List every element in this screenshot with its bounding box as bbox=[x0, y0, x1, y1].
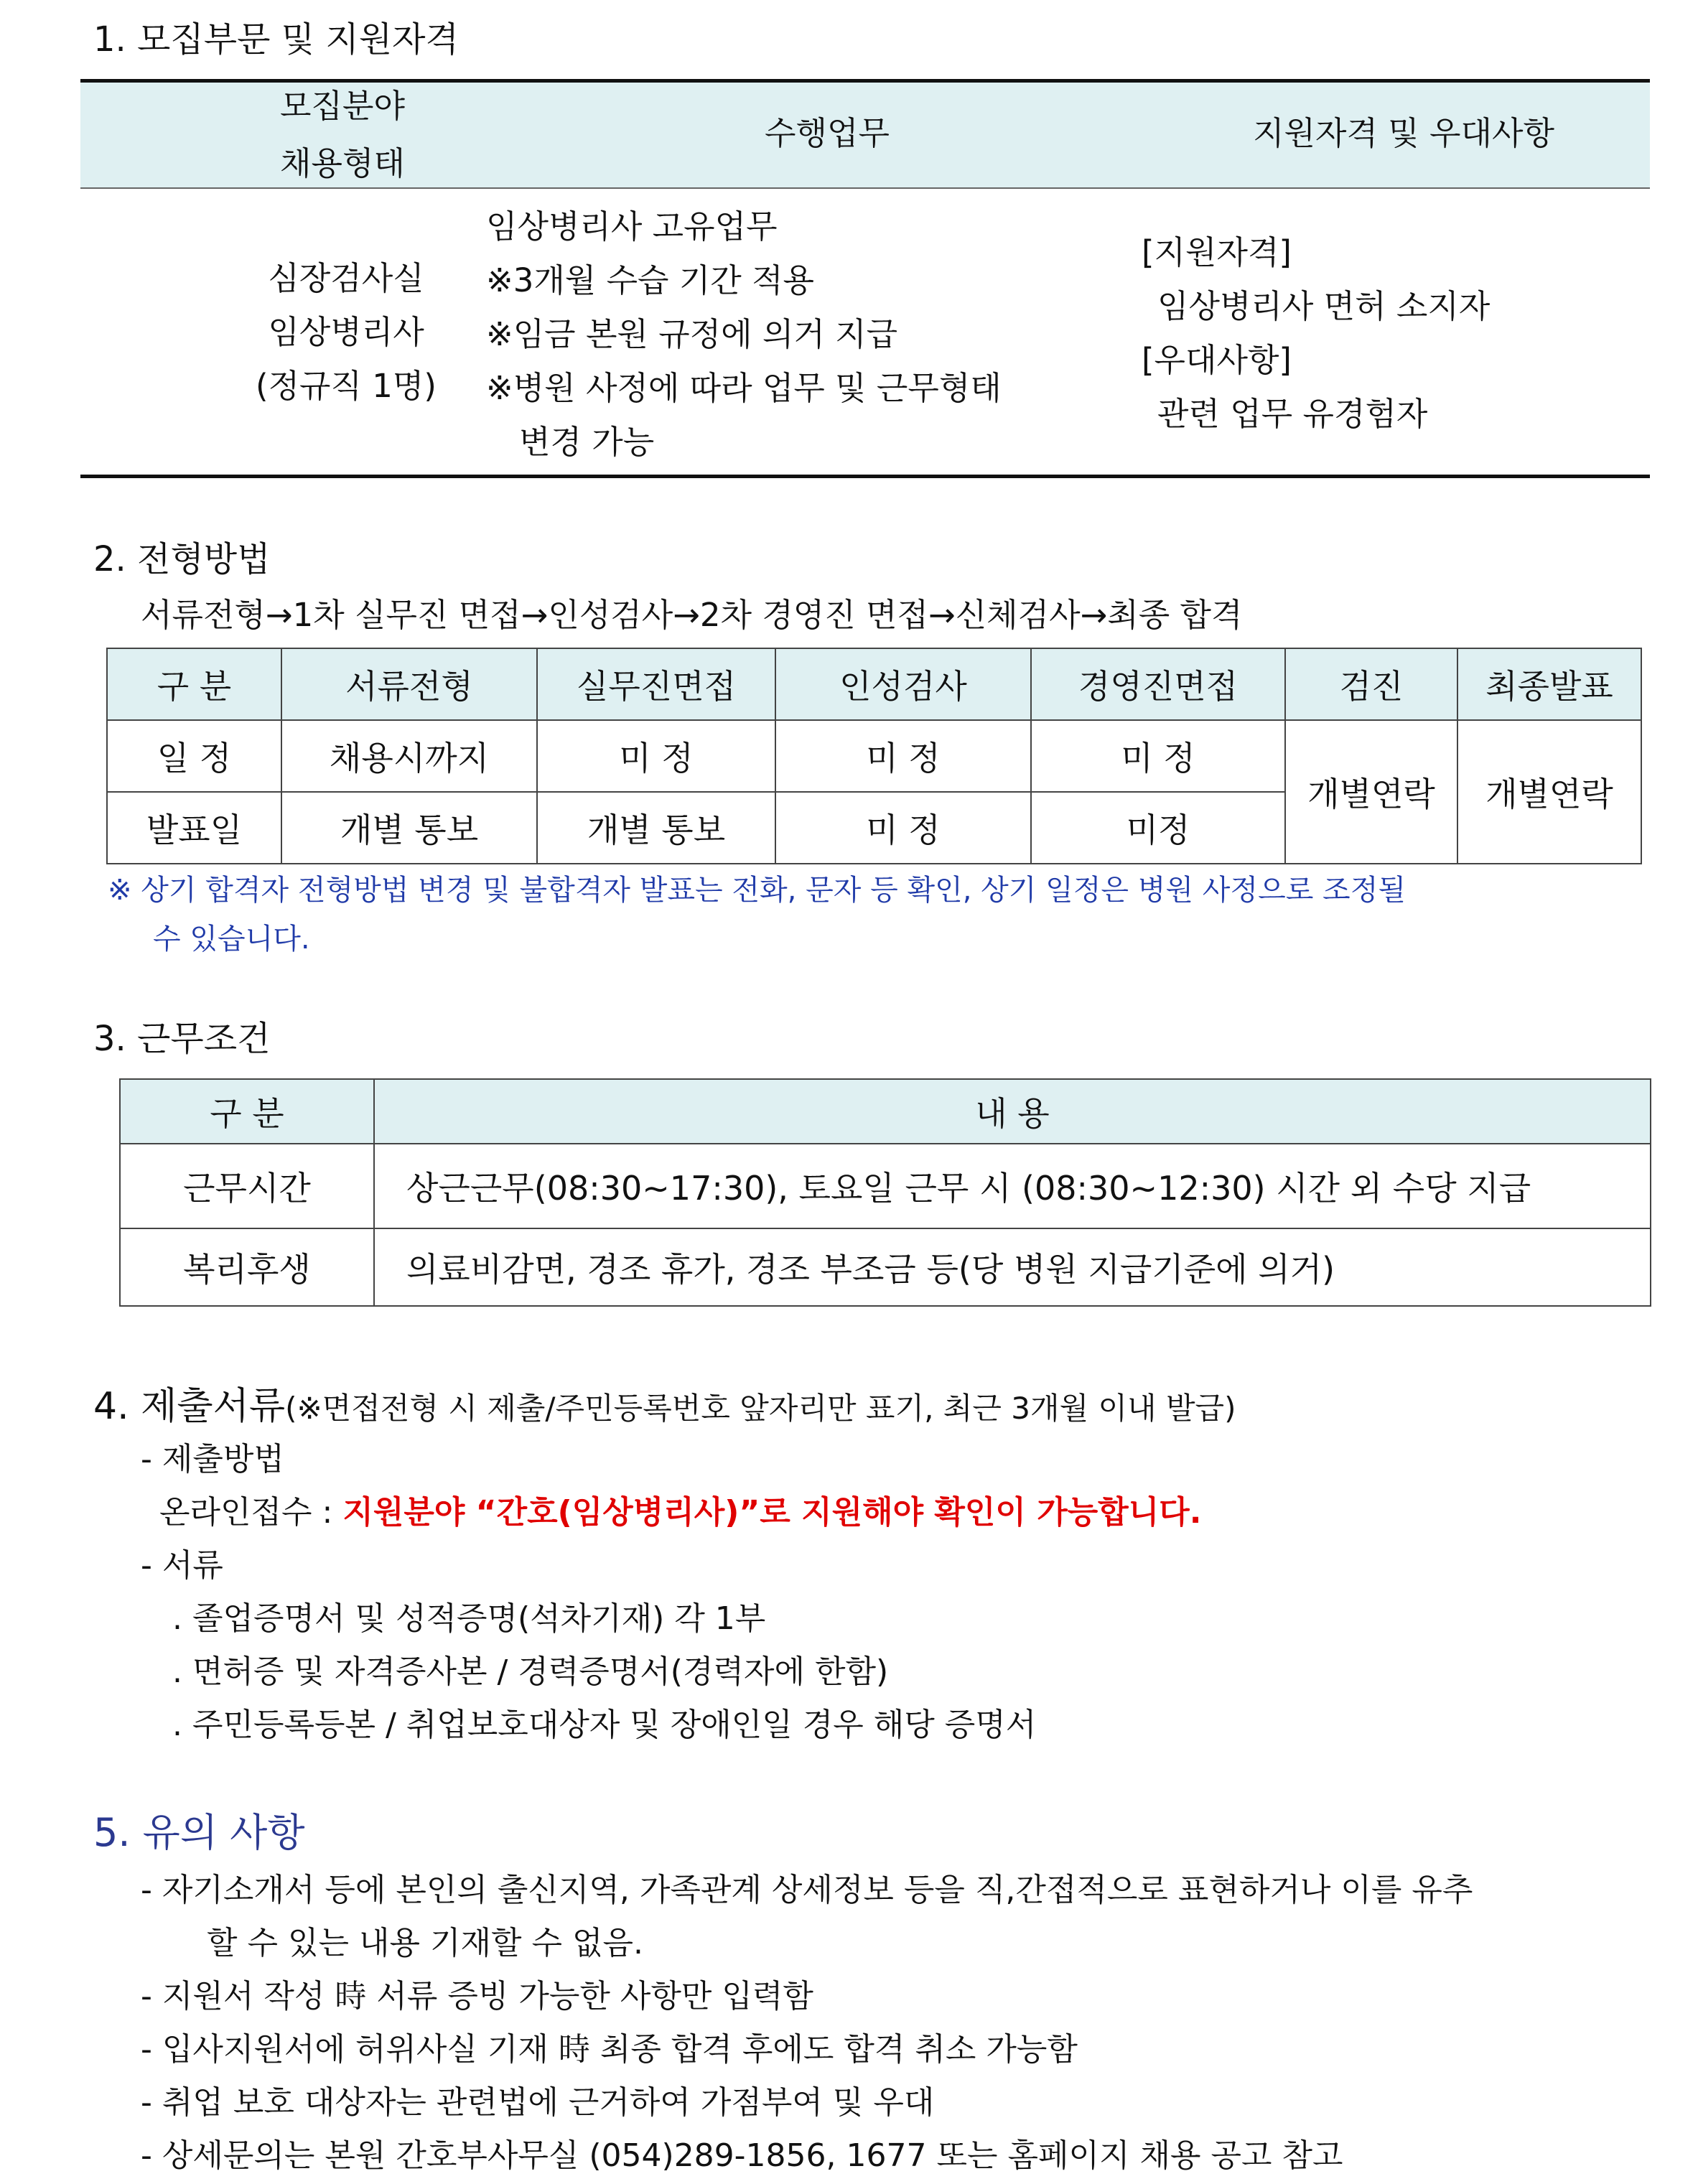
field-cell bbox=[159, 251, 533, 413]
online-label: 온라인접수 : bbox=[159, 1494, 343, 1531]
section4-heading bbox=[93, 1376, 1236, 1429]
notice-item: - 입사지원서에 허위사실 기재 時 최종 합격 후에도 합격 취소 가능함 bbox=[141, 2031, 1078, 2068]
section4-heading-note: (※면접전형 시 제출/주민등록번호 앞자리만 표기, 최근 3개월 이내 발급) bbox=[285, 1391, 1236, 1426]
qualifications-cell bbox=[1142, 225, 1490, 441]
selection-flow: 서류전형→1차 실무진 면접→인성검사→2차 경영진 면접→신체검사→최종 합격 bbox=[141, 596, 1243, 634]
header-final-announcement: 최종발표 bbox=[1457, 648, 1641, 720]
field-line: 심장검사실 bbox=[268, 259, 424, 297]
duties-cell bbox=[486, 200, 1002, 469]
duty-line: 변경 가능 bbox=[519, 423, 655, 461]
header-field bbox=[195, 78, 490, 192]
row-schedule-label: 일 정 bbox=[107, 720, 281, 792]
notice-item: - 지원서 작성 時 서류 증빙 가능한 사항만 입력함 bbox=[141, 1978, 813, 2015]
document-item: . 주민등록등본 / 취업보호대상자 및 장애인일 경우 해당 증명서 bbox=[172, 1707, 1037, 1743]
schedule-cell: 미 정 bbox=[1031, 720, 1285, 792]
schedule-cell: 미 정 bbox=[775, 720, 1031, 792]
notice-item: - 취업 보호 대상자는 관련법에 근거하여 가점부여 및 우대 bbox=[141, 2084, 935, 2121]
document-item: . 졸업증명서 및 성적증명(석차기재) 각 1부 bbox=[172, 1600, 766, 1637]
documents-label: - 서류 bbox=[141, 1547, 223, 1584]
header-field-line1: 모집분야 bbox=[280, 87, 405, 125]
section4-heading-main: 4. 제출서류 bbox=[93, 1385, 286, 1428]
selection-schedule-table bbox=[106, 648, 1642, 864]
section1-heading: 1. 모집부문 및 지원자격 bbox=[93, 19, 459, 60]
notice-item: - 자기소개서 등에 본인의 출신지역, 가족관계 상세정보 등을 직,간접적으로 표현하거나 이를 유추 bbox=[141, 1872, 1473, 1908]
header-category: 구 분 bbox=[120, 1079, 374, 1144]
duty-line: ※병원 사정에 따라 업무 및 근무형태 bbox=[486, 369, 1002, 407]
header-duties: 수행업무 bbox=[765, 114, 890, 152]
notice-item-continuation: 할 수 있는 내용 기재할 수 없음. bbox=[207, 1925, 643, 1961]
section3-heading: 3. 근무조건 bbox=[93, 1019, 271, 1059]
notice-item: - 상세문의는 본원 간호부사무실 (054)289-1856, 1677 또는 홈페이지 채용 공고 참고 bbox=[141, 2137, 1343, 2174]
submission-method-label: - 제출방법 bbox=[141, 1441, 284, 1478]
working-hours-label: 근무시간 bbox=[120, 1144, 374, 1228]
announcement-cell: 개별 통보 bbox=[281, 792, 537, 864]
header-document-screening: 서류전형 bbox=[281, 648, 537, 720]
header-qualifications: 지원자격 및 우대사항 bbox=[1253, 114, 1554, 152]
schedule-cell: 채용시까지 bbox=[281, 720, 537, 792]
selection-note-line1: ※ 상기 합격자 전형방법 변경 및 불합격자 발표는 전화, 문자 등 확인, 상기 일정은 병원 사정으로 조정될 bbox=[108, 874, 1406, 907]
section2-heading: 2. 전형방법 bbox=[93, 539, 271, 579]
header-content: 내 용 bbox=[374, 1079, 1651, 1144]
announcement-cell: 미 정 bbox=[775, 792, 1031, 864]
qual-line: [지원자격] bbox=[1142, 233, 1292, 271]
announcement-cell: 미정 bbox=[1031, 792, 1285, 864]
medical-check-merged-cell: 개별연락 bbox=[1285, 720, 1457, 864]
final-announcement-merged-cell: 개별연락 bbox=[1457, 720, 1641, 864]
qual-line: [우대사항] bbox=[1142, 341, 1292, 379]
header-personality-test: 인성검사 bbox=[775, 648, 1031, 720]
online-highlight: 지원분야 “간호(임상병리사)”로 지원해야 확인이 가능합니다. bbox=[342, 1494, 1202, 1531]
row-announcement-label: 발표일 bbox=[107, 792, 281, 864]
duty-line: 임상병리사 고유업무 bbox=[486, 207, 778, 246]
header-category: 구 분 bbox=[107, 648, 281, 720]
benefits-label: 복리후생 bbox=[120, 1228, 374, 1306]
qual-line: 임상병리사 면허 소지자 bbox=[1157, 287, 1491, 325]
duty-line: ※3개월 수습 기간 적용 bbox=[486, 261, 815, 299]
working-conditions-table bbox=[119, 1078, 1651, 1307]
field-line: 임상병리사 bbox=[268, 313, 424, 351]
benefits-content: 의료비감면, 경조 휴가, 경조 부조금 등(당 병원 지급기준에 의거) bbox=[374, 1228, 1651, 1306]
selection-note-line2: 수 있습니다. bbox=[153, 923, 310, 956]
qual-line: 관련 업무 유경험자 bbox=[1157, 395, 1428, 433]
header-practical-interview: 실무진면접 bbox=[537, 648, 775, 720]
online-submission bbox=[159, 1486, 1201, 1532]
announcement-cell: 개별 통보 bbox=[537, 792, 775, 864]
header-medical-check: 검진 bbox=[1285, 648, 1457, 720]
working-hours-content: 상근근무(08:30~17:30), 토요일 근무 시 (08:30~12:30) 시간 외 수당 지급 bbox=[374, 1144, 1651, 1228]
header-executive-interview: 경영진면접 bbox=[1031, 648, 1285, 720]
duty-line: ※임금 본원 규정에 의거 지급 bbox=[486, 315, 898, 353]
table-bottom-rule bbox=[80, 475, 1650, 478]
field-line: (정규직 1명) bbox=[256, 367, 437, 405]
schedule-cell: 미 정 bbox=[537, 720, 775, 792]
document-item: . 면허증 및 자격증사본 / 경력증명서(경력자에 한함) bbox=[172, 1653, 889, 1690]
recruitment-table bbox=[80, 79, 1650, 478]
header-field-line2: 채용형태 bbox=[280, 144, 405, 182]
section5-heading: 5. 유의 사항 bbox=[93, 1810, 305, 1855]
